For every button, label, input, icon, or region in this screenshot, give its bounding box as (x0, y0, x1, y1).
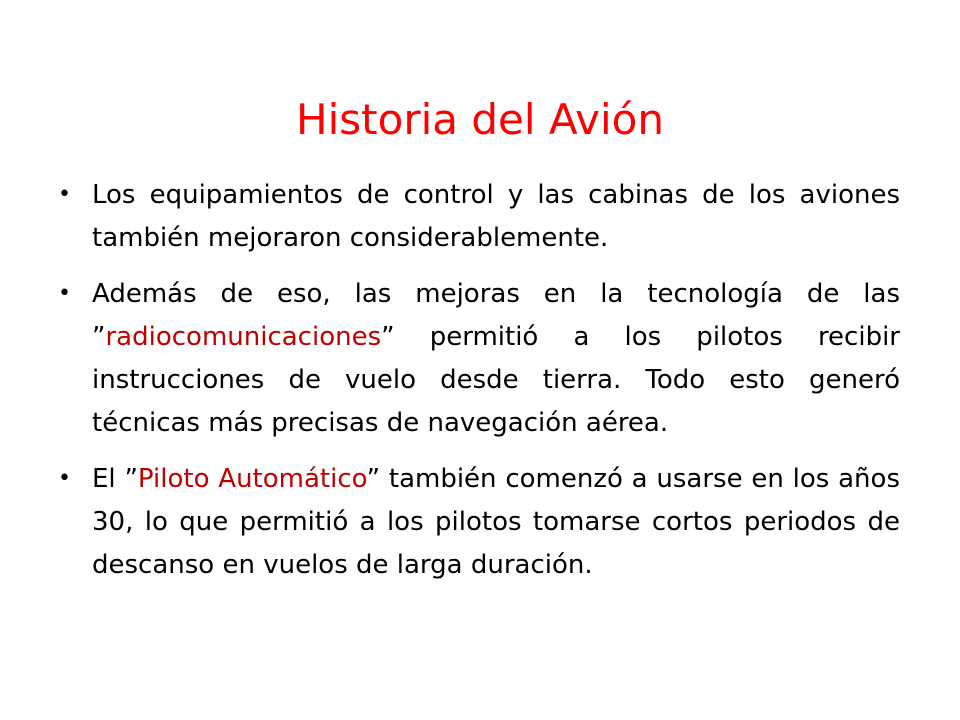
highlight-piloto-automatico: Piloto Automático (137, 464, 367, 494)
highlight-radiocomunicaciones: radiocomunicaciones (105, 322, 382, 352)
bullet-dot-icon: • (58, 281, 71, 306)
bullet-text: Los equipamientos de control y las cabinas de los aviones también mejoraron considerablemente. (92, 180, 900, 253)
bullet-list (50, 174, 900, 600)
bullet-item-autopilot (50, 458, 900, 587)
bullet-text-before: El ” (92, 464, 138, 494)
bullet-text-after: ” permitió a los pilotos recibir instrucciones de vuelo desde tierra. Todo esto generó técnicas más precisas de navegación aérea. (92, 322, 900, 438)
bullet-dot-icon: • (58, 182, 71, 207)
bullet-item-controls (50, 174, 900, 260)
bullet-text-after: ” también comenzó a usarse en los años 30, lo que permitió a los pilotos tomarse cortos periodos de descanso en vuelos de larga duración. (92, 464, 900, 580)
bullet-item-radio (50, 273, 900, 445)
bullet-text-before: Además de eso, las mejoras en la tecnología de las ” (92, 279, 900, 352)
slide-title: Historia del Avión (296, 95, 664, 145)
bullet-dot-icon: • (58, 466, 71, 491)
